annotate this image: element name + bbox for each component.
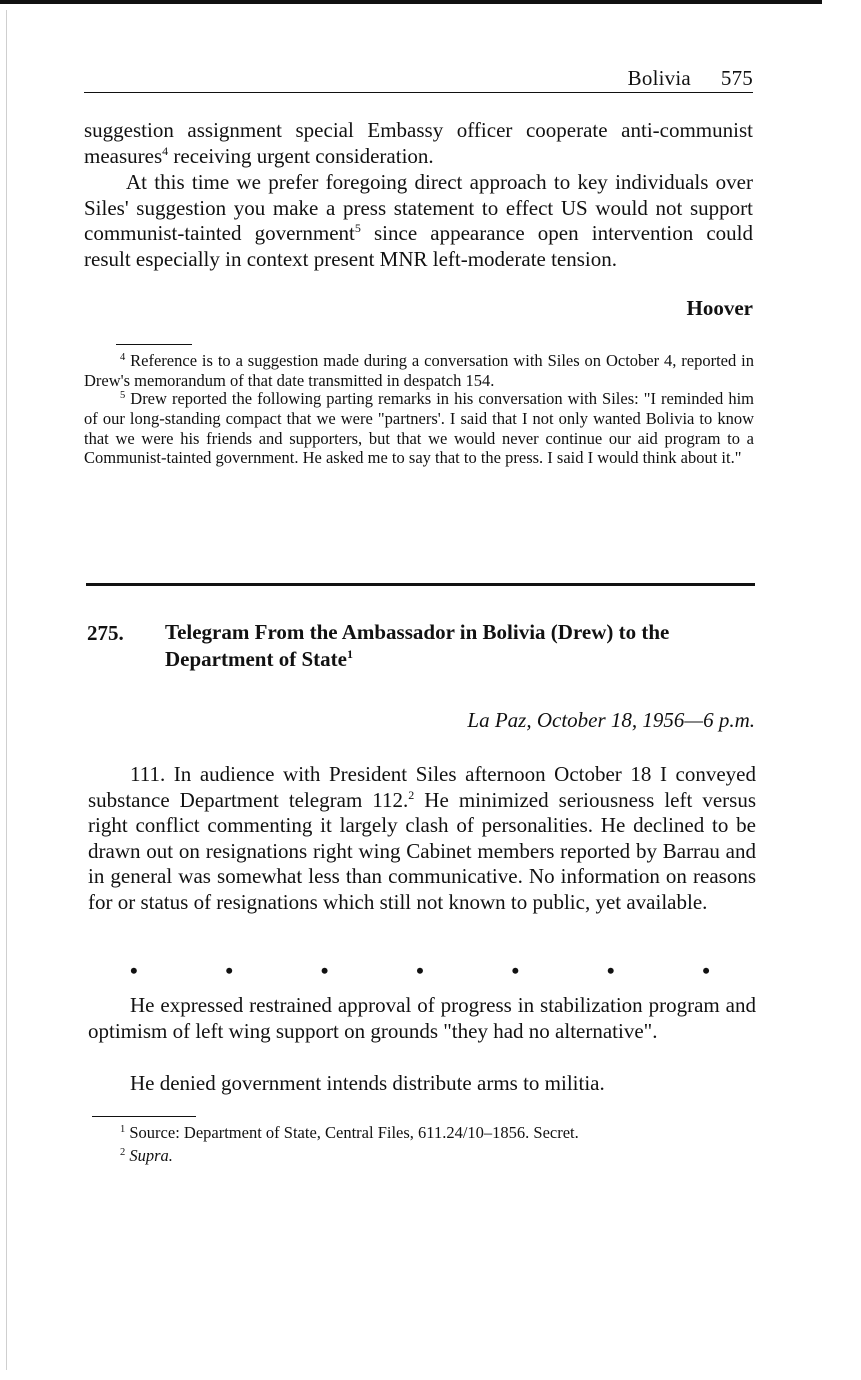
page-number: 575 <box>720 66 753 90</box>
running-head-title: Bolivia <box>627 66 691 90</box>
scan-top-border <box>0 0 822 4</box>
footnote-ref-4: 4 <box>162 143 169 158</box>
title-footnote-ref: 1 <box>346 647 353 661</box>
document-number: 275. <box>87 621 124 645</box>
section-divider <box>86 583 755 586</box>
telegram-paragraph-2: He expressed restrained approval of progress in stabilization program and optimism of left wing support on grounds "they had no alternative". <box>88 993 756 1043</box>
paragraph-prefer-foregoing: At this time we prefer foregoing direct approach to key individuals over Siles' suggestion you make a press statement to effect US would not support communist-tainted government$^5$ since appearance open intervention could result especially in context present MNR left-moderate tension. <box>84 170 753 271</box>
telegram-paragraph-1: 111. In audience with President Siles afternoon October 18 I conveyed substance Department telegram 112.$^2$ He minimized seriousness left versus right conflict commenting it largely clash of personalities. He declined to be drawn out on resignations right wing Cabinet members reported by Barrau and in general was somewhat less than communicative. No information on reasons for or status of resignations which still not known to public, yet available. <box>88 762 756 914</box>
signature-hoover: Hoover <box>686 296 753 320</box>
footnote-ref-5: 5 <box>354 221 361 235</box>
ellipsis-omission: • • • • • • • <box>130 958 710 983</box>
running-head-text <box>628 66 753 91</box>
scan-left-edge <box>6 10 7 1370</box>
footnote-ref-2: 2 <box>408 787 415 802</box>
footnote-rule-top <box>116 344 192 345</box>
dateline: La Paz, October 18, 1956—6 p.m. <box>467 708 755 732</box>
running-header <box>84 64 753 93</box>
continued-paragraph: suggestion assignment special Embassy officer cooperate anti-communist measures$^4$ receiving urgent consideration. <box>84 118 753 168</box>
footnote-4: $^4$ Reference is to a suggestion made during a conversation with Siles on October 4, reported in Drew's memorandum of that date transmitted in despatch 154. <box>84 351 754 390</box>
footnote-rule-bottom <box>92 1116 196 1117</box>
footnote-5: $^5$ Drew reported the following parting remarks in his conversation with Siles: "I reminded him of our long-standing compact that we were "partners'. I said that I not only wanted Bolivia to know that we were his friends and supporters, but that we would never continue our aid program to a Communist-tainted government. He asked me to say that to the press. I said I would think about it." <box>84 389 754 468</box>
footnote-1: $^1$ Source: Department of State, Central Files, 611.24/10–1856. Secret. <box>120 1123 579 1142</box>
document-title: Telegram From the Ambassador in Bolivia (Drew) to the Department of State$^1$ <box>165 620 670 671</box>
telegram-paragraph-3: He denied government intends distribute arms to militia. <box>130 1071 605 1095</box>
footnote-2: $^2$ Supra. <box>120 1146 173 1165</box>
